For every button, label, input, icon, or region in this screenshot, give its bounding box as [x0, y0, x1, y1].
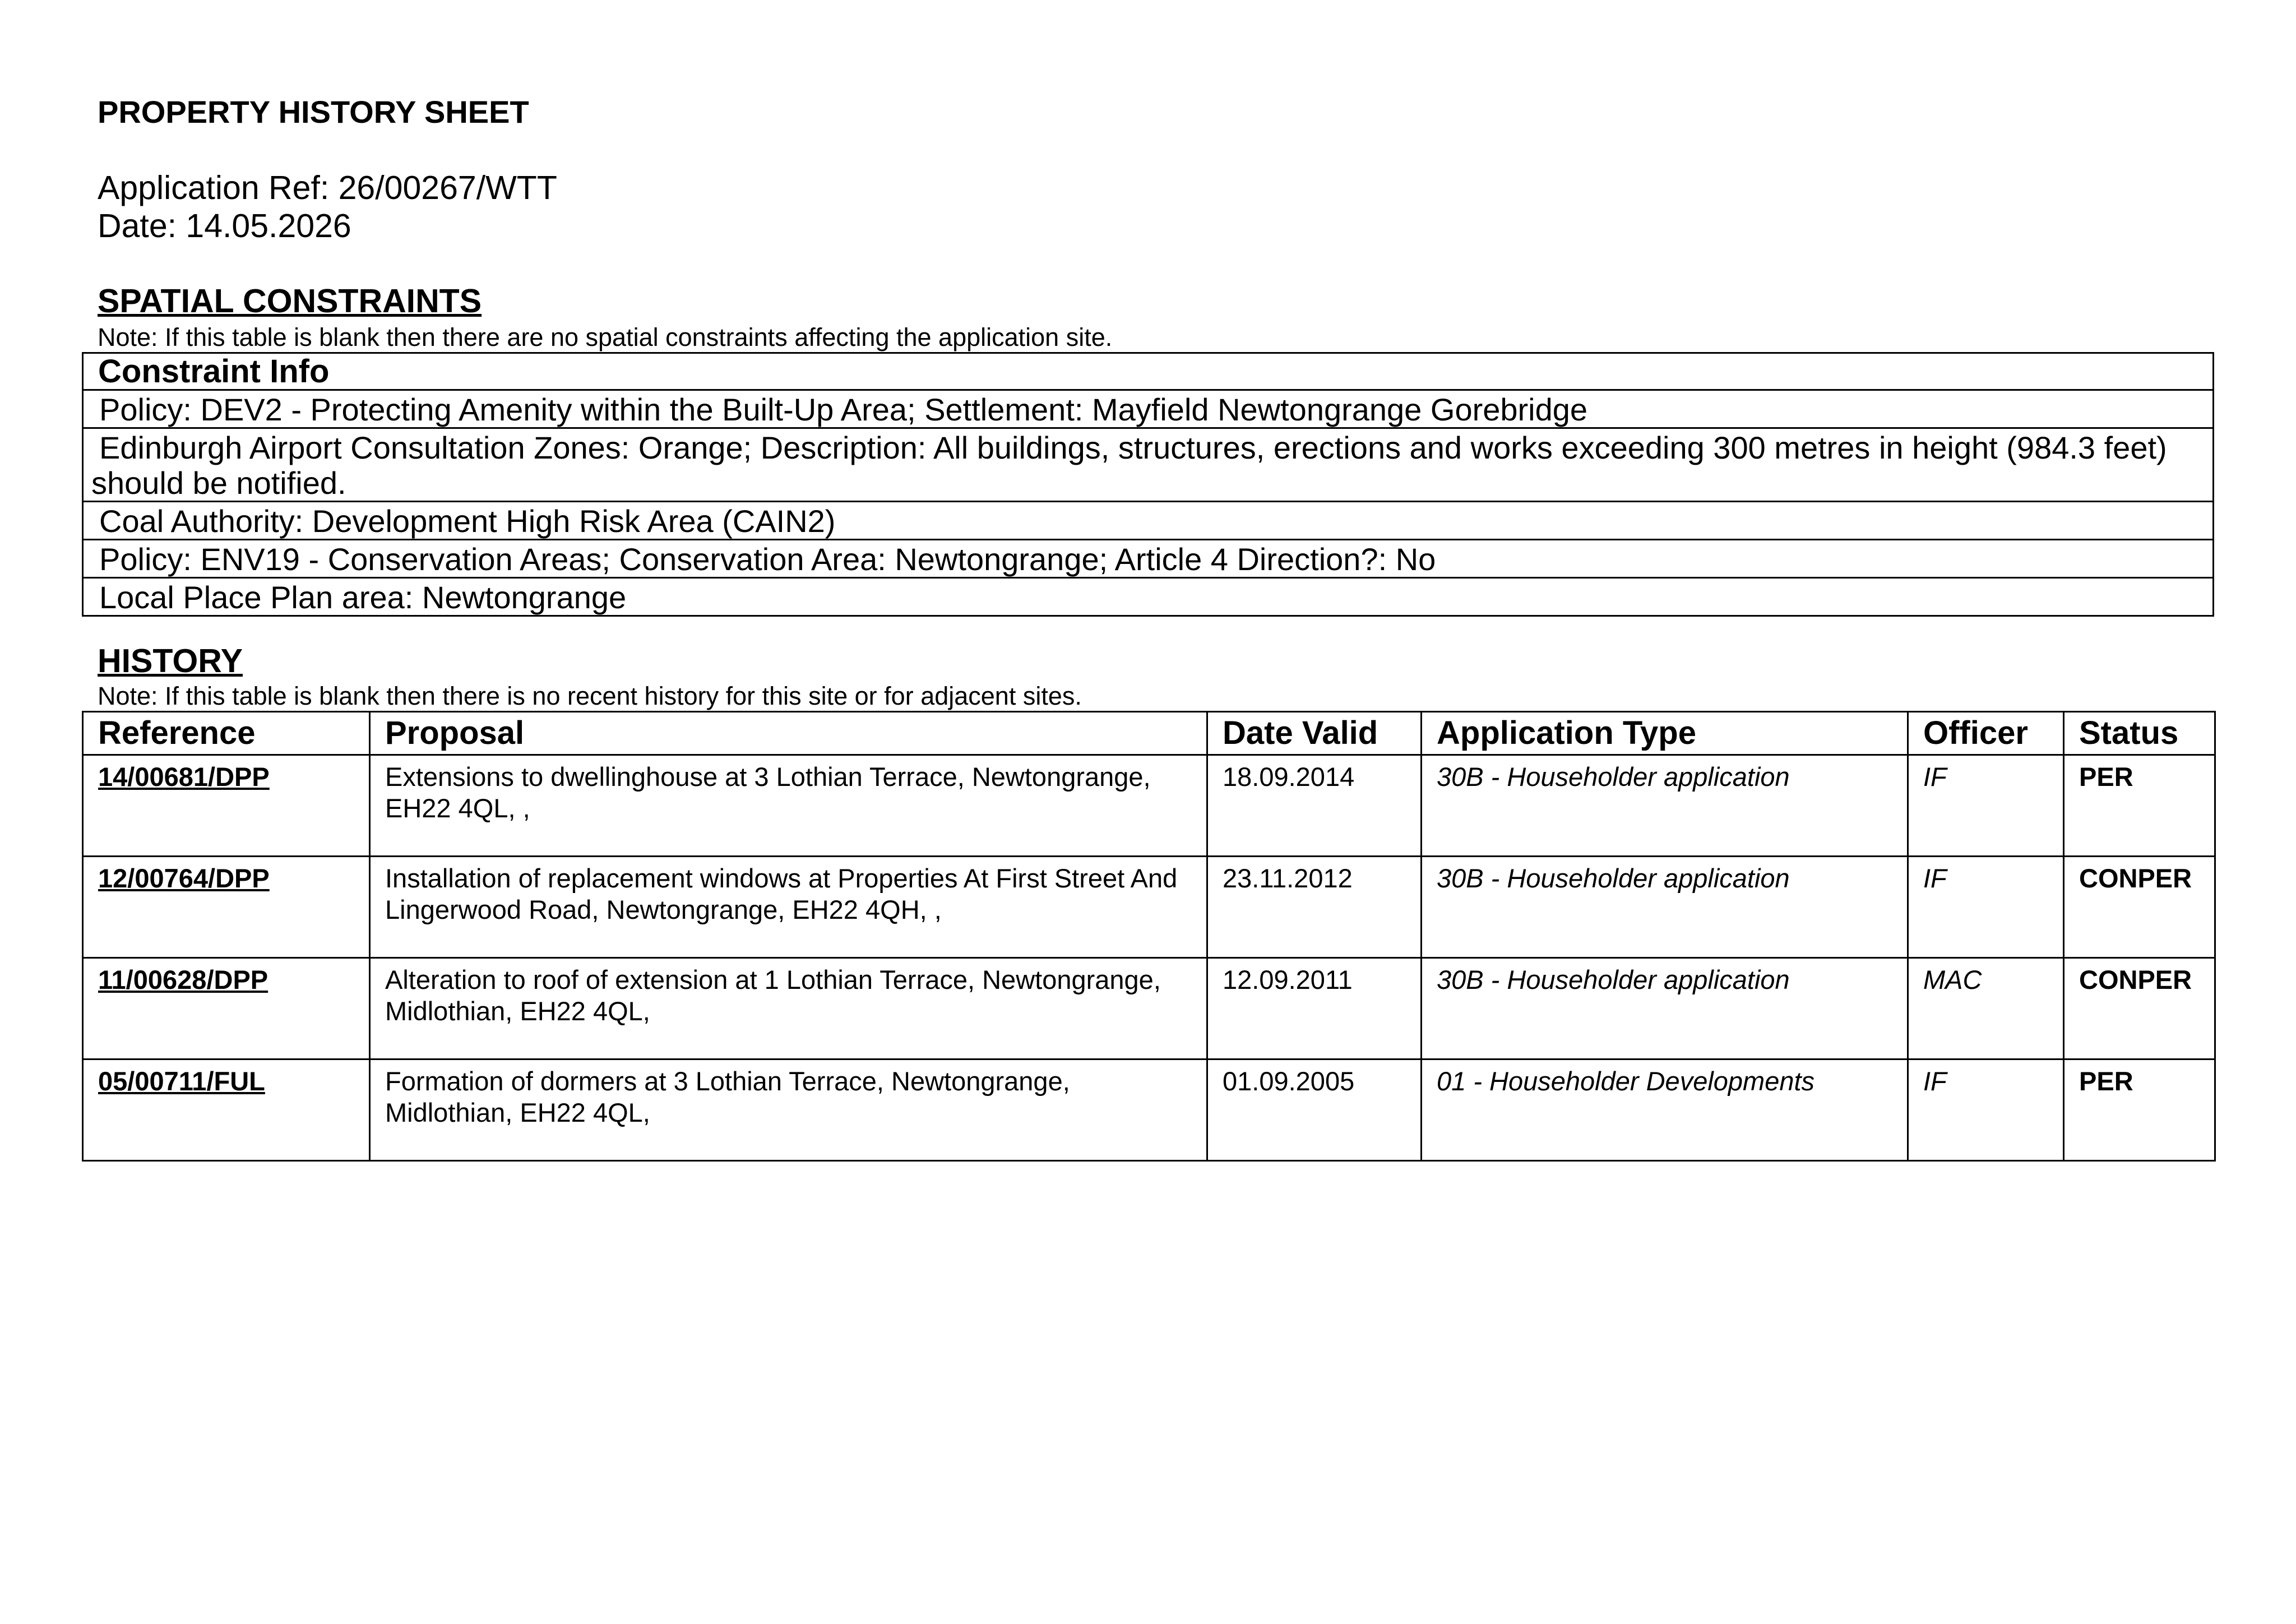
officer-cell: IF	[1908, 1059, 2064, 1161]
reference-link[interactable]: 12/00764/DPP	[83, 857, 370, 958]
application-type-cell: 30B - Householder application	[1422, 755, 1908, 857]
officer-cell: IF	[1908, 755, 2064, 857]
proposal-column-header: Proposal	[370, 712, 1207, 755]
constraint-text: Local Place Plan area: Newtongrange	[99, 580, 627, 615]
date-valid-cell: 18.09.2014	[1207, 755, 1422, 857]
officer-column-header: Officer	[1908, 712, 2064, 755]
reference-column-header: Reference	[83, 712, 370, 755]
constraint-row	[83, 390, 2214, 428]
document-title: PROPERTY HISTORY SHEET	[98, 94, 529, 129]
application-type-cell: 30B - Householder application	[1422, 857, 1908, 958]
proposal-cell: Installation of replacement windows at Properties At First Street And Lingerwood Road, Newtongrange, EH22 4QH, ,	[370, 857, 1207, 958]
proposal-cell: Extensions to dwellinghouse at 3 Lothian Terrace, Newtongrange, EH22 4QL, ,	[370, 755, 1207, 857]
constraint-row	[83, 502, 2214, 540]
constraint-row	[83, 540, 2214, 578]
constraint-cell	[83, 540, 2214, 578]
date-valid-cell: 12.09.2011	[1207, 958, 1422, 1059]
officer-cell: IF	[1908, 857, 2064, 958]
spatial-constraints-note: Note: If this table is blank then there are no spatial constraints affecting the application site.	[98, 323, 1113, 351]
constraint-text: Policy: ENV19 - Conservation Areas; Conservation Area: Newtongrange; Article 4 Direction?: No	[99, 542, 1436, 577]
date-valid-cell: 23.11.2012	[1207, 857, 1422, 958]
date-valid-cell: 01.09.2005	[1207, 1059, 1422, 1161]
application-date: Date: 14.05.2026	[98, 207, 351, 244]
application-type-cell: 01 - Householder Developments	[1422, 1059, 1908, 1161]
date-valid-column-header: Date Valid	[1207, 712, 1422, 755]
constraint-info-header: Constraint Info	[83, 353, 2214, 390]
constraint-text: Edinburgh Airport Consultation Zones: Orange; Description: All buildings, structures, erections and works exceeding 300 metres in height (984.3 feet) should be notified.	[91, 430, 2167, 501]
history-heading: HISTORY	[98, 642, 243, 679]
status-cell: CONPER	[2064, 857, 2215, 958]
history-note: Note: If this table is blank then there is no recent history for this site or for adjacent sites.	[98, 682, 1082, 710]
reference-link[interactable]: 11/00628/DPP	[83, 958, 370, 1059]
constraints-header-row	[83, 353, 2214, 390]
officer-cell: MAC	[1908, 958, 2064, 1059]
proposal-cell: Alteration to roof of extension at 1 Lothian Terrace, Newtongrange, Midlothian, EH22 4QL,	[370, 958, 1207, 1059]
constraint-cell	[83, 578, 2214, 616]
status-cell: CONPER	[2064, 958, 2215, 1059]
constraint-cell	[83, 390, 2214, 428]
application-ref: Application Ref: 26/00267/WTT	[98, 169, 557, 206]
constraints-table	[82, 352, 2214, 617]
table-row	[83, 958, 2215, 1059]
table-row	[83, 1059, 2215, 1161]
constraint-cell	[83, 502, 2214, 540]
history-table	[82, 711, 2216, 1162]
constraint-text: Coal Authority: Development High Risk Area (CAIN2)	[99, 503, 836, 539]
status-column-header: Status	[2064, 712, 2215, 755]
application-type-cell: 30B - Householder application	[1422, 958, 1908, 1059]
constraint-cell	[83, 428, 2214, 502]
constraint-row	[83, 578, 2214, 616]
proposal-cell: Formation of dormers at 3 Lothian Terrace, Newtongrange, Midlothian, EH22 4QL,	[370, 1059, 1207, 1161]
status-cell: PER	[2064, 1059, 2215, 1161]
constraint-row	[83, 428, 2214, 502]
status-cell: PER	[2064, 755, 2215, 857]
table-row	[83, 857, 2215, 958]
history-header-row	[83, 712, 2215, 755]
reference-link[interactable]: 05/00711/FUL	[83, 1059, 370, 1161]
constraint-text: Policy: DEV2 - Protecting Amenity within the Built-Up Area; Settlement: Mayfield Newtongrange Gorebridge	[99, 392, 1588, 427]
reference-link[interactable]: 14/00681/DPP	[83, 755, 370, 857]
application-type-column-header: Application Type	[1422, 712, 1908, 755]
table-row	[83, 755, 2215, 857]
spatial-constraints-heading: SPATIAL CONSTRAINTS	[98, 283, 482, 320]
